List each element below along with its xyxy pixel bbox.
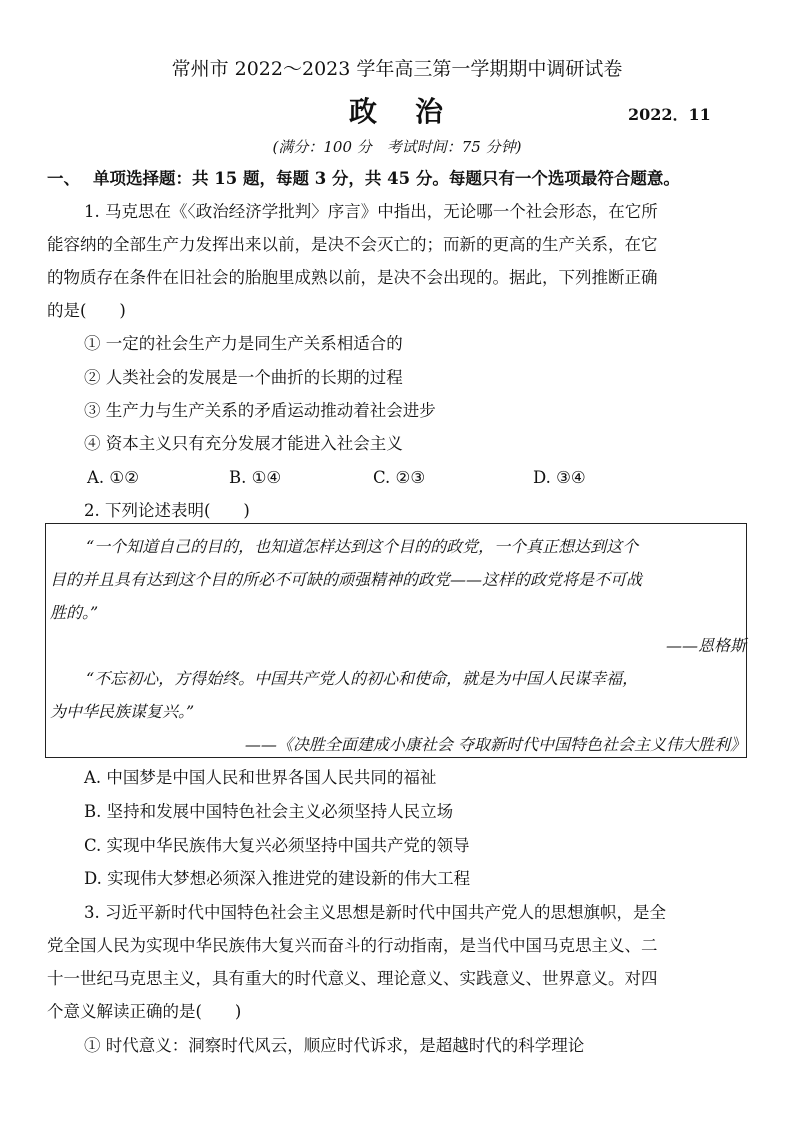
q2-option-d: D. 实现伟大梦想必须深入推进党的建设新的伟大工程 (84, 869, 471, 888)
q1-stem-line-3: 的物质存在条件在旧社会的胎胞里成熟以前，是决不会出现的。据此，下列推断正确 (47, 268, 658, 287)
q2-option-a: A. 中国梦是中国人民和世界各国人民共同的福祉 (84, 768, 437, 787)
subject-title: 政治 (349, 95, 482, 128)
exam-date: 2022．11 (628, 105, 711, 124)
q2-quote1-line-1: “一个知道自己的目的，也知道怎样达到这个目的的政党，一个真正想达到这个 (86, 537, 639, 556)
q3-item-1: ① 时代意义：洞察时代风云，顺应时代诉求，是超越时代的科学理论 (84, 1036, 585, 1055)
q1-item-1: ① 一定的社会生产力是同生产关系相适合的 (84, 334, 403, 353)
q3-stem-line-3: 十一世纪马克思主义，具有重大的时代意义、理论意义、实践意义、世界意义。对四 (47, 969, 658, 988)
q2-quote1-line-2: 目的并且具有达到这个目的所必不可缺的顽强精神的政党——这样的政党将是不可战 (50, 570, 643, 589)
q1-option-b: B. ①④ (229, 468, 282, 487)
q2-option-b: B. 坚持和发展中国特色社会主义必须坚持人民立场 (84, 802, 454, 821)
q1-item-3: ③ 生产力与生产关系的矛盾运动推动着社会进步 (84, 401, 436, 420)
q2-source-2: ——《决胜全面建成小康社会 夺取新时代中国特色社会主义伟大胜利》 (244, 735, 746, 754)
q1-option-c: C. ②③ (373, 468, 426, 487)
q2-stem: 2. 下列论述表明( ) (84, 501, 250, 520)
q1-stem-line-1: 1. 马克思在《〈政治经济学批判〉序言》中指出，无论哪一个社会形态，在它所 (84, 202, 658, 221)
q1-item-4: ④ 资本主义只有充分发展才能进入社会主义 (84, 434, 403, 453)
q2-option-c: C. 实现中华民族伟大复兴必须坚持中国共产党的领导 (84, 836, 470, 855)
exam-title: 常州市 2022～2023 学年高三第一学期期中调研试卷 (171, 58, 623, 80)
q3-stem-line-4: 个意义解读正确的是( ) (47, 1002, 242, 1021)
section-heading (47, 168, 680, 190)
section-number: 一、 (47, 169, 80, 188)
exam-meta: (满分：100 分 考试时间：75 分钟) (272, 138, 522, 156)
q1-option-a: A. ①② (87, 468, 139, 487)
q1-option-d: D. ③④ (533, 468, 586, 487)
q2-quote2-line-2: 为中华民族谋复兴。” (50, 702, 195, 721)
q2-quote2-line-1: “不忘初心，方得始终。中国共产党人的初心和使命，就是为中国人民谋幸福， (86, 669, 639, 688)
q3-stem-line-2: 党全国人民为实现中华民族伟大复兴而奋斗的行动指南，是当代中国马克思主义、二 (47, 936, 658, 955)
q2-quote1-line-3: 胜的。” (50, 603, 99, 622)
q3-stem-line-1: 3. 习近平新时代中国特色社会主义思想是新时代中国共产党人的思想旗帜，是全 (84, 903, 666, 922)
q1-item-2: ② 人类社会的发展是一个曲折的长期的过程 (84, 368, 403, 387)
q2-source-1: ——恩格斯 (665, 636, 746, 655)
section-text: 单项选择题：共 15 题，每题 3 分，共 45 分。每题只有一个选项最符合题意。 (93, 169, 680, 188)
q1-stem-line-4: 的是( ) (47, 301, 126, 320)
q1-stem-line-2: 能容纳的全部生产力发挥出来以前，是决不会灭亡的；而新的更高的生产关系，在它 (47, 235, 658, 254)
